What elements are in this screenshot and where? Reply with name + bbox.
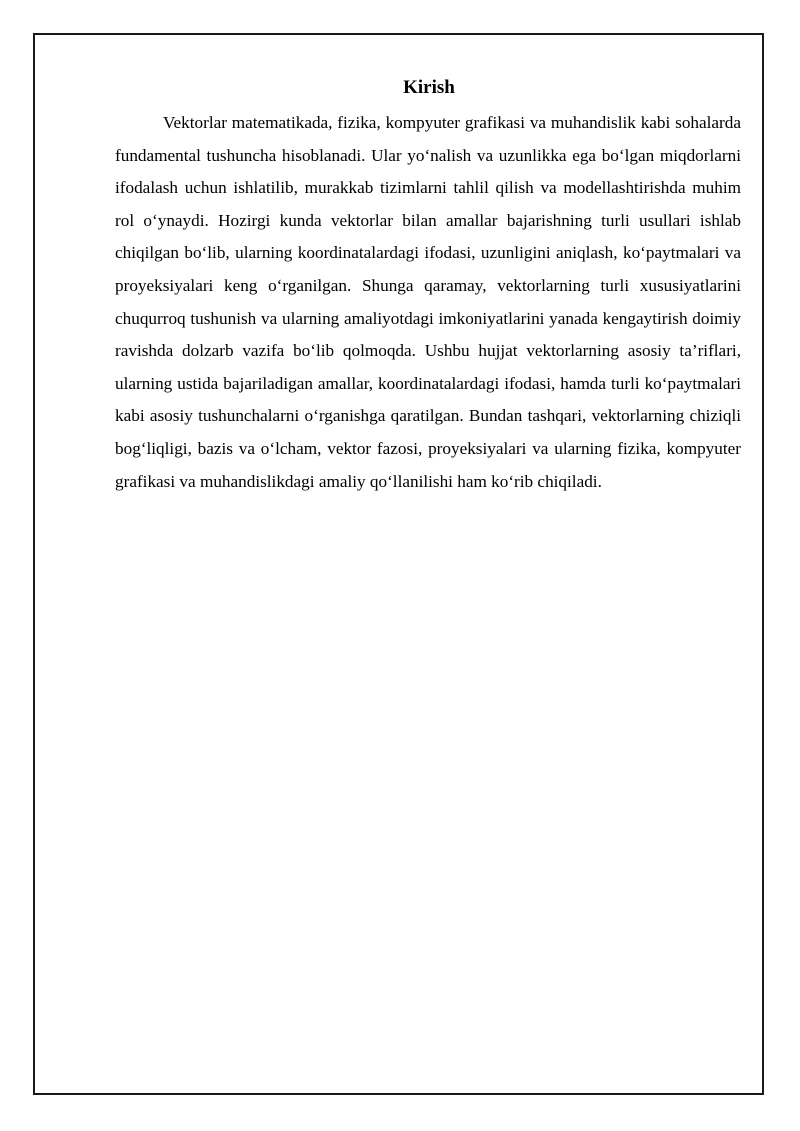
section-heading: Kirish <box>403 77 455 98</box>
body-paragraph: Vektorlar matematikada, fizika, kompyuter grafikasi va muhandislik kabi sohalarda fundamental tushuncha hisoblanadi. Ular yo‘nalish va uzunlikka ega bo‘lgan miqdorlarni ifodalash uchun ishlatilib, murakkab tizimlarni tahlil qilish va modellashtirishda muhim rol o‘ynaydi. Hozirgi kunda vektorlar bilan amallar bajarishning turli usullari ishlab chiqilgan bo‘lib, ularning koordinatalardagi ifodasi, uzunligini aniqlash, ko‘paytmalari va proyeksiyalari keng o‘rganilgan. Shunga qaramay, vektorlarning turli xususiyatlarini chuqurroq tushunish va ularning amaliyotdagi imkoniyatlarini yanada kengaytirish doimiy ravishda dolzarb vazifa bo‘lib qolmoqda. Ushbu hujjat vektorlarning asosiy ta’riflari, ularning ustida bajariladigan amallar, koordinatalardagi ifodasi, hamda turli ko‘paytmalari kabi asosiy tushunchalarni o‘rganishga qaratilgan. Bundan tashqari, vektorlarning chiziqli bog‘liqligi, bazis va o‘lcham, vektor fazosi, proyeksiyalari va ularning fizika, kompyuter grafikasi va muhandislikdagi amaliy qo‘llanilishi ham ko‘rib chiqiladi. <box>115 113 741 491</box>
